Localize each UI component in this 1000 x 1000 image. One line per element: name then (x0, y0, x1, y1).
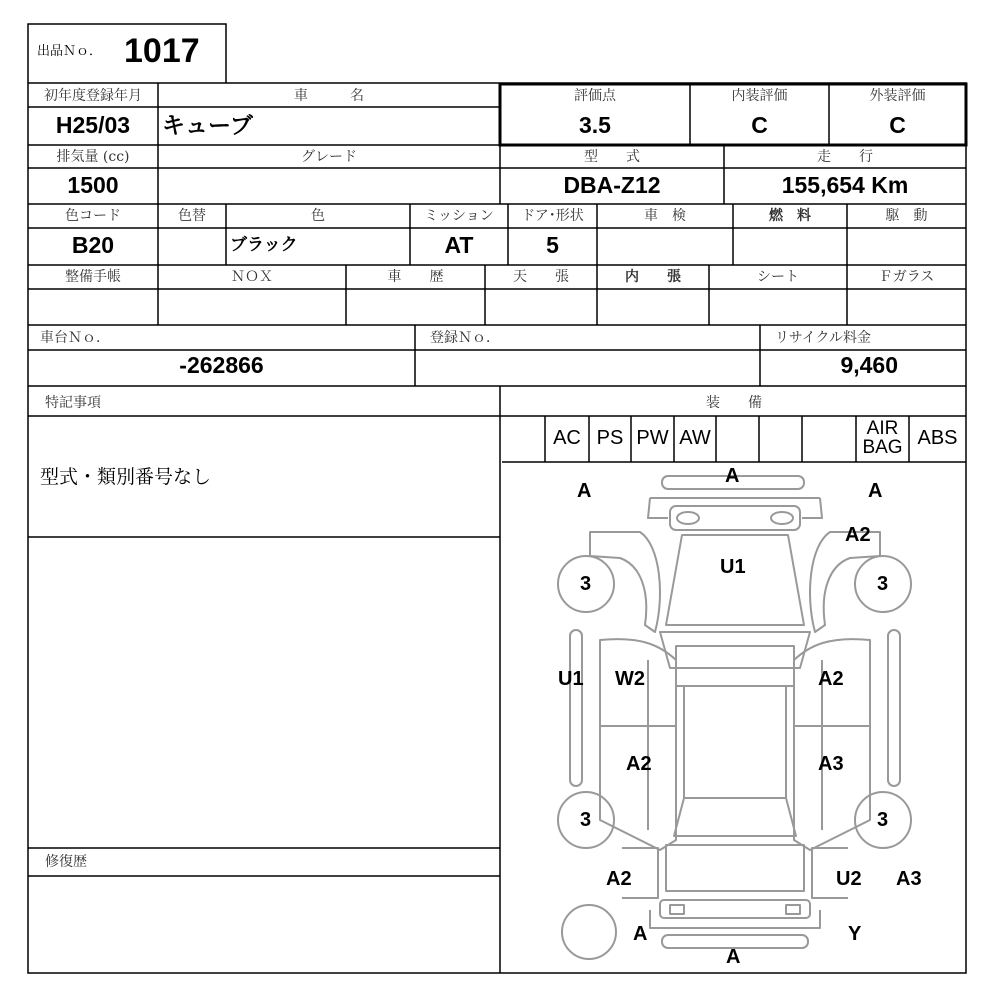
mark-tire-rear-left: 3 (580, 809, 592, 831)
drive-label: 駆 動 (885, 208, 928, 224)
doors-value: 5 (546, 232, 559, 258)
equipment-ps: PS (596, 427, 624, 449)
color-code-value: B20 (71, 232, 115, 258)
color-change-label: 色替 (178, 208, 206, 224)
lot-label: 出品Ｎｏ． (37, 44, 103, 59)
interior-grade-value: C (751, 112, 768, 138)
notes-text: 型式・類別番号なし (40, 466, 212, 488)
color-value: ブラック (230, 235, 298, 254)
equipment-aw: AW (679, 427, 711, 449)
rear-window-part (674, 798, 796, 836)
transmission-label: ミッション (424, 208, 494, 224)
interior-lining-label: 内 張 (625, 269, 681, 285)
back-door-part (666, 845, 804, 891)
chassis-number-label: 車台Ｎｏ． (40, 330, 110, 346)
mark-front-left-corner: A (577, 480, 592, 502)
first-registration-value: H25/03 (55, 112, 131, 138)
chassis-number-value: -262866 (179, 352, 264, 378)
interior-grade-label: 内装評価 (731, 88, 788, 104)
lot-number: 1017 (124, 32, 200, 70)
mileage-label: 走 行 (817, 149, 873, 165)
mark-left-rear-quarter: A2 (606, 868, 632, 890)
left-front-fender-part (590, 532, 660, 632)
car-name-value: キューブ (162, 112, 253, 138)
mark-tire-rear-right: 3 (877, 809, 889, 831)
roof-lining-label: 天 張 (513, 269, 569, 285)
model-code-label: 型 式 (584, 149, 640, 165)
equipment-airbag: AIR BAG (862, 418, 903, 458)
mark-rear-right: Y (848, 923, 862, 945)
model-code-value: DBA-Z12 (563, 172, 661, 198)
mark-rear-bumper: A (726, 946, 741, 968)
seat-label: シート (757, 269, 799, 285)
mark-left-side: U1 (558, 668, 584, 690)
fuel-label: 燃 料 (769, 208, 811, 224)
exterior-grade-label: 外装評価 (869, 88, 926, 104)
score-label: 評価点 (574, 88, 616, 104)
front-glass-label: Ｆガラス (878, 269, 935, 285)
equipment-ac: AC (553, 427, 581, 449)
mark-hood: U1 (720, 556, 746, 578)
vehicle-history-label: 車 歴 (387, 269, 444, 285)
rear-panel-part (660, 900, 810, 918)
grille-part (670, 506, 800, 530)
mileage-value: 155,654 Km (781, 172, 909, 198)
mark-right-rear-quarter: U2 (836, 868, 862, 890)
spare-tire-part (562, 905, 616, 959)
score-value: 3.5 (579, 112, 611, 138)
car-name-label: 車 名 (294, 88, 364, 104)
displacement-value: 1500 (67, 172, 119, 198)
left-sill-part (570, 630, 582, 786)
mark-left-front-door: W2 (615, 668, 645, 690)
mark-rear-left: A (633, 923, 648, 945)
hood-part (666, 535, 804, 625)
mark-right-rear-corner: A3 (896, 868, 922, 890)
mark-left-rear-door: A2 (626, 753, 652, 775)
windshield-part (660, 632, 810, 668)
first-registration-label: 初年度登録年月 (44, 88, 142, 104)
mark-front-bumper: A (725, 465, 740, 487)
grade-label: グレード (301, 149, 357, 165)
mark-tire-front-right: 3 (877, 573, 889, 595)
transmission-value: AT (444, 232, 474, 258)
repair-history-label: 修復歴 (45, 854, 87, 870)
equipment-abs: ABS (917, 427, 958, 449)
registration-number-label: 登録Ｎｏ． (430, 330, 500, 346)
nox-label: ＮＯＸ (231, 269, 273, 285)
mark-front-right-corner: A (868, 480, 883, 502)
mark-right-rear-door: A3 (818, 753, 844, 775)
recycle-fee-label: リサイクル料金 (775, 330, 872, 346)
maintenance-book-label: 整備手帳 (65, 269, 121, 285)
roof-part (684, 686, 786, 798)
mark-right-front-door: A2 (818, 668, 844, 690)
color-label: 色 (311, 208, 325, 224)
doors-label: ドア･形状 (521, 208, 584, 224)
equipment-label: 装 備 (706, 395, 762, 411)
inspection-label: 車 検 (644, 208, 686, 224)
recycle-fee-value: 9,460 (840, 352, 898, 378)
color-code-label: 色コード (65, 208, 121, 224)
mark-tire-front-left: 3 (580, 573, 592, 595)
equipment-pw: PW (636, 427, 669, 449)
displacement-label: 排気量 (cc) (56, 149, 130, 165)
right-front-fender-part (810, 532, 880, 632)
right-sill-part (888, 630, 900, 786)
front-lower-bumper-part (648, 498, 822, 518)
mark-right-fender: A2 (845, 524, 871, 546)
exterior-grade-value: C (889, 112, 906, 138)
notes-label: 特記事項 (45, 395, 101, 411)
